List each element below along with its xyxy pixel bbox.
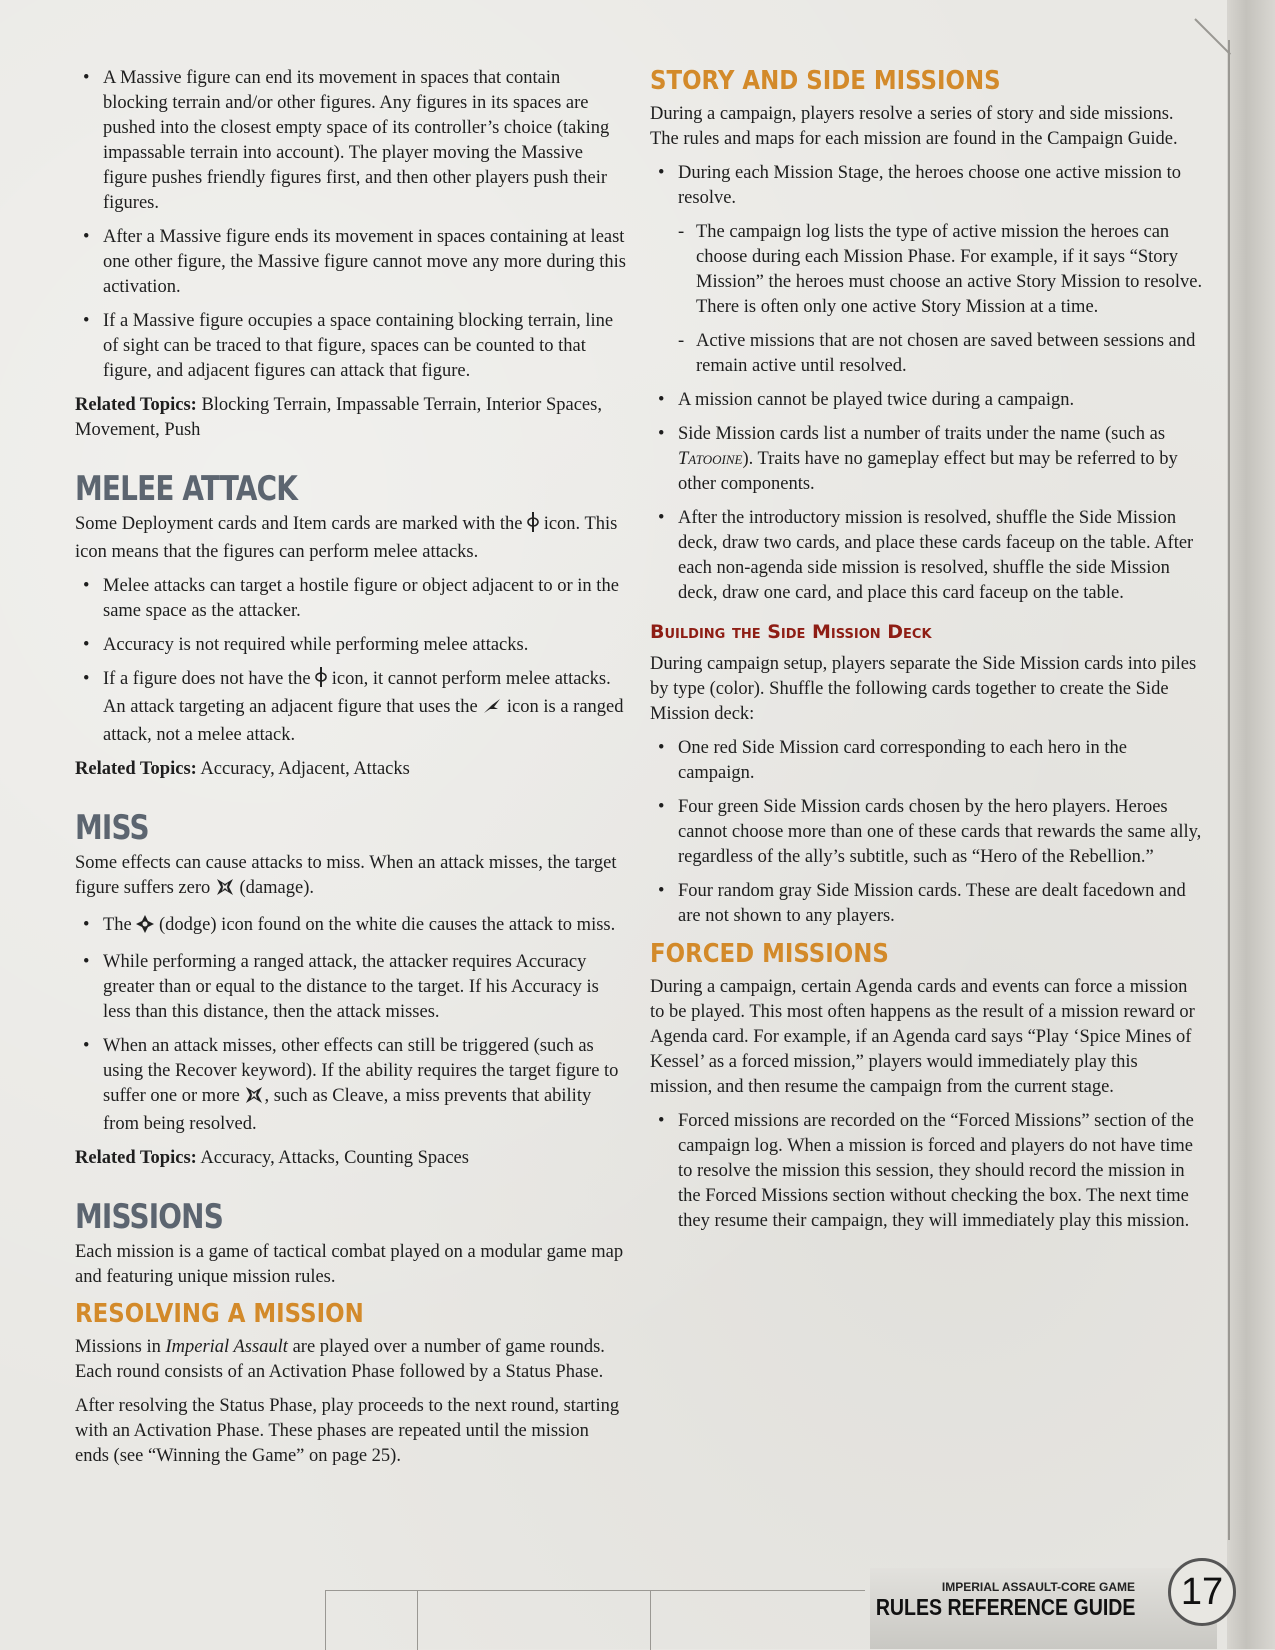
- game-title-italic: Imperial Assault: [165, 1337, 288, 1357]
- list-item: • One red Side Mission card corresponding to each hero in the campaign.: [650, 736, 1203, 786]
- list-item: • Accuracy is not required while performing melee attacks.: [75, 633, 627, 658]
- melee-bullet3-text-a: If a figure does not have the: [103, 669, 316, 689]
- forced-bullet-list: [650, 1109, 1203, 1234]
- damage-icon: [215, 878, 235, 904]
- massive-related-topics: [75, 393, 627, 443]
- missions-heading: MISSIONS: [75, 1197, 223, 1237]
- list-item: • Four green Side Mission cards chosen by the hero players. Heroes cannot choose more than one of these cards that rewards the same ally, regardless of the ally’s subtitle, such as “Hero of the Rebellion.”: [650, 795, 1203, 870]
- list-item: • Melee attacks can target a hostile figure or object adjacent to or in the same space as the attacker.: [75, 574, 627, 624]
- ranged-icon: [482, 697, 502, 723]
- trait-tatooine: Tatooine: [678, 449, 743, 469]
- list-item: [75, 913, 627, 941]
- miss-intro-text-a: Some effects can cause attacks to miss. When an attack misses, the target figure suffers zero: [75, 853, 617, 898]
- right-border-strip: [1227, 0, 1275, 1649]
- list-item: • Four random gray Side Mission cards. These are dealt facedown and are not shown to any players.: [650, 879, 1203, 929]
- building-side-mission-deck-heading: Building the Side Mission Deck: [650, 621, 932, 643]
- list-item: • A mission cannot be played twice during a campaign.: [650, 388, 1203, 413]
- building-intro: During campaign setup, players separate the Side Mission cards into piles by type (color). Shuffle the following cards together to create the Side Mission deck:: [650, 654, 1197, 724]
- story-intro: During a campaign, players resolve a series of story and side missions. The rules and maps for each mission are found in the Campaign Guide.: [650, 104, 1178, 149]
- melee-intro: [75, 512, 627, 565]
- story-bullet1-text: During each Mission Stage, the heroes choose one active mission to resolve.: [678, 163, 1181, 208]
- list-item: [75, 667, 627, 748]
- related-topics-text: Accuracy, Attacks, Counting Spaces: [196, 1148, 469, 1168]
- story-bullet3-text-b: ). Traits have no gameplay effect but may be referred to by other components.: [678, 449, 1178, 494]
- resolving-text-b: are played over a number of game rounds. Each round consists of an Activation Phase followed by a Status Phase.: [75, 1337, 605, 1382]
- miss-bullet3-text-a: When an attack misses, other effects can still be triggered (such as using the Recover keyword). If the ability requires the target figure to suffer one or more: [103, 1036, 619, 1106]
- dash-item: - Active missions that are not chosen are saved between sessions and remain active until resolved.: [678, 329, 1203, 379]
- story-dash-list: [678, 220, 1203, 379]
- melee-icon: [315, 667, 327, 695]
- story-bullet3-text-a: Side Mission cards list a number of traits under the name (such as: [678, 424, 1166, 444]
- melee-bullet3-text-b: icon, it cannot perform melee attacks. An attack targeting an adjacent figure that uses the: [103, 669, 611, 717]
- related-topics-label: Related Topics:: [75, 395, 197, 415]
- list-item: • A Massive figure can end its movement in spaces that contain blocking terrain and/or other figures. Any figures in its spaces are pushed into the closest empty space of its controller’s choice (taking impassable terrain into account). The player moving the Massive figure pushes friendly figures first, and then other players push their figures.: [75, 66, 627, 216]
- forced-missions-heading: FORCED MISSIONS: [650, 939, 889, 969]
- building-bullet-list: [650, 736, 1203, 929]
- forced-intro: During a campaign, certain Agenda cards and events can force a mission to be played. This most often happens as the result of a mission reward or Agenda card. For example, if an Agenda card says “Play ‘Spice Mines of Kessel’ as a forced mission,” players would immediately play this mission, and then resume the campaign from the current stage.: [650, 977, 1195, 1097]
- right-column: [650, 66, 1203, 1243]
- related-topics-text: Blocking Terrain, Impassable Terrain, Interior Spaces, Movement, Push: [75, 395, 602, 440]
- page-number: 17: [1168, 1558, 1236, 1626]
- list-item: [650, 161, 1203, 379]
- story-side-missions-heading: STORY AND SIDE MISSIONS: [650, 66, 1001, 96]
- resolving-para-1: [75, 1335, 627, 1385]
- bottom-frame-lines: [325, 1590, 865, 1650]
- related-topics-label: Related Topics:: [75, 759, 197, 779]
- list-item: • Forced missions are recorded on the “Forced Missions” section of the campaign log. When a mission is forced and players do not have time to resolve the mission this session, they should record the mission in the Forced Missions section without checking the box. The next time they resume their campaign, they will immediately play this mission.: [650, 1109, 1203, 1234]
- miss-bullet1-text-a: The: [103, 915, 137, 935]
- melee-intro-text-b: icon. This icon means that the figures can perform melee attacks.: [75, 514, 618, 562]
- footer-game-title: IMPERIAL ASSAULT-CORE GAME: [941, 1580, 1135, 1594]
- left-column: [75, 66, 627, 1478]
- melee-attack-heading: MELEE ATTACK: [75, 469, 298, 509]
- miss-related-topics: [75, 1146, 627, 1171]
- story-bullet-list: [650, 161, 1203, 606]
- related-topics-label: Related Topics:: [75, 1148, 197, 1168]
- damage-icon: [244, 1086, 264, 1112]
- resolving-para-2: After resolving the Status Phase, play proceeds to the next round, starting with an Activation Phase. These phases are repeated until the mission ends (see “Winning the Game” on page 25).: [75, 1396, 620, 1466]
- miss-bullet1-text-b: (dodge) icon found on the white die causes the attack to miss.: [154, 915, 616, 935]
- miss-intro: [75, 851, 627, 904]
- melee-icon: [527, 512, 539, 540]
- resolving-text-a: Missions in: [75, 1337, 166, 1357]
- miss-bullet3-text-b: , such as Cleave, a miss prevents that ability from being resolved.: [103, 1086, 592, 1134]
- melee-bullet-list: [75, 574, 627, 748]
- miss-heading: MISS: [75, 808, 149, 848]
- list-item: • While performing a ranged attack, the attacker requires Accuracy greater than or equal to the distance to the target. If his Accuracy is less than this distance, then the attack misses.: [75, 950, 627, 1025]
- miss-bullet-list: [75, 913, 627, 1137]
- resolving-mission-heading: RESOLVING A MISSION: [75, 1299, 364, 1329]
- list-item: • After a Massive figure ends its movement in spaces containing at least one other figure, the Massive figure cannot move any more during this activation.: [75, 225, 627, 300]
- melee-bullet3-text-c: icon is a ranged attack, not a melee attack.: [103, 697, 624, 745]
- list-item: [650, 422, 1203, 497]
- list-item: • If a Massive figure occupies a space containing blocking terrain, line of sight can be traced to that figure, spaces can be counted to that figure, and adjacent figures can attack that figure.: [75, 309, 627, 384]
- massive-bullet-list: [75, 66, 627, 384]
- melee-related-topics: [75, 757, 627, 782]
- related-topics-text: Accuracy, Adjacent, Attacks: [196, 759, 410, 779]
- frame-line-vertical: [1228, 40, 1230, 1540]
- dodge-icon: [136, 915, 154, 941]
- dash-item: - The campaign log lists the type of active mission the heroes can choose during each Mission Phase. For example, if it says “Story Mission” the heroes must choose an active Story Mission to resolve. There is often only one active Story Mission at a time.: [678, 220, 1203, 320]
- list-item: • After the introductory mission is resolved, shuffle the Side Mission deck, draw two cards, and place these cards faceup on the table. After each non-agenda side mission is resolved, shuffle the side Mission deck, draw one card, and place this card faceup on the table.: [650, 506, 1203, 606]
- melee-intro-text-a: Some Deployment cards and Item cards are marked with the: [75, 514, 528, 534]
- missions-intro: Each mission is a game of tactical combat played on a modular game map and featuring unique mission rules.: [75, 1242, 624, 1287]
- footer-guide-title: RULES REFERENCE GUIDE: [875, 1594, 1135, 1620]
- list-item: [75, 1034, 627, 1137]
- miss-intro-text-b: (damage).: [234, 878, 314, 898]
